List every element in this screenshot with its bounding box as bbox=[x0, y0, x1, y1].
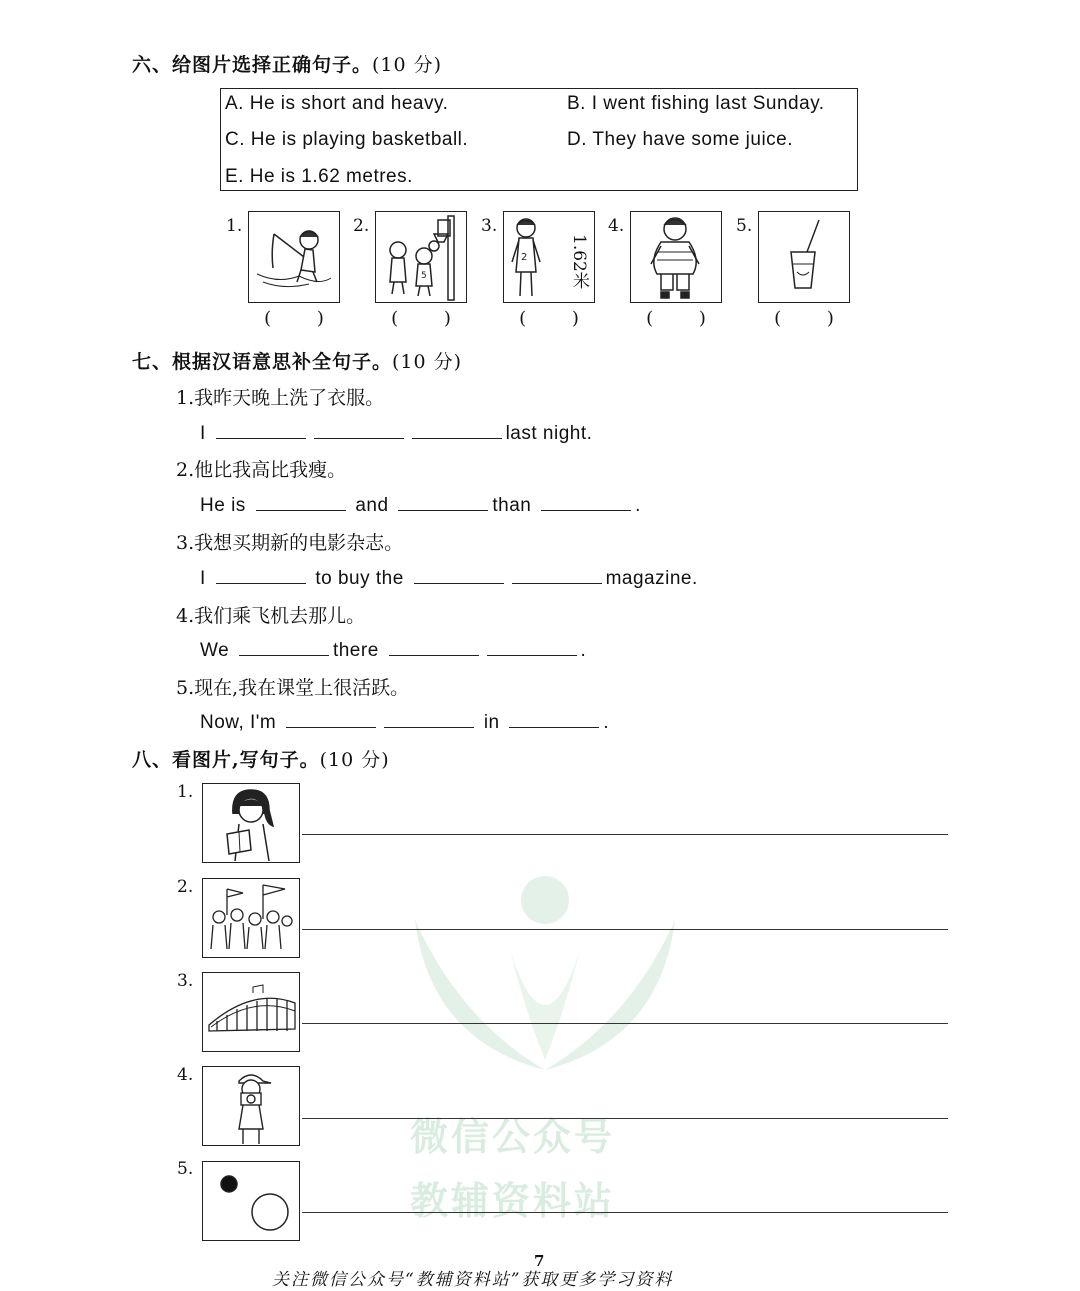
section6-title: 六、给图片选择正确句子。 bbox=[132, 54, 373, 76]
picture-4 bbox=[630, 211, 722, 303]
heavy-boy-icon bbox=[631, 212, 720, 301]
picture-number: 4. bbox=[608, 216, 625, 236]
writing-line-4[interactable] bbox=[302, 1118, 948, 1119]
fill-blank[interactable] bbox=[314, 420, 404, 439]
writing-line-1[interactable] bbox=[302, 834, 948, 835]
picture-number: 1. bbox=[226, 216, 243, 236]
juice-cup-icon bbox=[759, 212, 848, 301]
sentence-text: . bbox=[580, 640, 587, 661]
fill-blank[interactable] bbox=[216, 420, 306, 439]
sentence-3 bbox=[200, 565, 698, 590]
option-b: B. I went fishing last Sunday. bbox=[567, 93, 825, 114]
sun-moon-icon bbox=[203, 1162, 298, 1239]
fill-blank[interactable] bbox=[412, 420, 502, 439]
write-picture-5 bbox=[202, 1161, 300, 1241]
answer-paren-3[interactable]: ( ) bbox=[519, 308, 579, 329]
sentence-text: there bbox=[332, 640, 379, 661]
picture-2 bbox=[375, 211, 467, 303]
sentence-text: last night. bbox=[505, 423, 593, 444]
fill-blank[interactable] bbox=[541, 492, 631, 511]
write-picture-2 bbox=[202, 878, 300, 958]
watermark-logo-icon bbox=[400, 870, 690, 1100]
sentence-text: and bbox=[355, 495, 389, 516]
fill-blank[interactable] bbox=[512, 565, 602, 584]
write-picture-3 bbox=[202, 972, 300, 1052]
answer-paren-2[interactable]: ( ) bbox=[391, 308, 451, 329]
svg-text:2: 2 bbox=[521, 252, 528, 263]
writing-line-5[interactable] bbox=[302, 1212, 948, 1213]
section7-score: (10 分) bbox=[392, 351, 463, 373]
picture-number: 2. bbox=[353, 216, 370, 236]
fill-blank[interactable] bbox=[216, 565, 306, 584]
section7-heading bbox=[132, 347, 462, 374]
height-label: 1.62米 bbox=[569, 234, 589, 289]
sentence-text: than bbox=[492, 495, 532, 516]
option-e: E. He is 1.62 metres. bbox=[225, 166, 413, 187]
sentence-text: I bbox=[200, 423, 206, 444]
sentence-1 bbox=[200, 420, 592, 445]
sentence-text: . bbox=[603, 712, 610, 733]
chinese-prompt-5: 5.现在,我在课堂上很活跃。 bbox=[176, 677, 410, 699]
fill-blank[interactable] bbox=[256, 492, 346, 511]
watermark bbox=[400, 870, 690, 1230]
sentence-text: Now, I'm bbox=[200, 712, 277, 733]
section6-heading bbox=[132, 50, 442, 77]
picture-1 bbox=[248, 211, 340, 303]
picture-number: 3. bbox=[481, 216, 498, 236]
sentence-text: in bbox=[483, 712, 500, 733]
boy-camera-icon bbox=[203, 1067, 298, 1144]
option-a: A. He is short and heavy. bbox=[225, 93, 449, 114]
option-d: D. They have some juice. bbox=[567, 129, 794, 150]
sentence-text: . bbox=[635, 495, 641, 516]
section8-score: (10 分) bbox=[319, 749, 390, 771]
write-picture-1 bbox=[202, 783, 300, 863]
sentence-2 bbox=[200, 492, 641, 517]
fill-blank[interactable] bbox=[414, 565, 504, 584]
sentence-text: to buy the bbox=[315, 568, 404, 589]
fill-blank[interactable] bbox=[384, 709, 474, 728]
fill-blank[interactable] bbox=[398, 492, 488, 511]
sentence-4 bbox=[200, 637, 586, 662]
section8-heading bbox=[132, 745, 390, 772]
chinese-prompt-1: 1.我昨天晚上洗了衣服。 bbox=[176, 387, 385, 409]
chinese-prompt-3: 3.我想买期新的电影杂志。 bbox=[176, 532, 404, 554]
section6-score: (10 分) bbox=[372, 54, 443, 76]
item-number: 1. bbox=[177, 782, 194, 802]
option-c: C. He is playing basketball. bbox=[225, 129, 469, 150]
kids-basketball-icon bbox=[376, 212, 465, 301]
svg-text:5: 5 bbox=[421, 271, 427, 281]
picture-5 bbox=[758, 211, 850, 303]
write-picture-4 bbox=[202, 1066, 300, 1146]
fill-blank[interactable] bbox=[389, 637, 479, 656]
answer-paren-5[interactable]: ( ) bbox=[774, 308, 834, 329]
sentence-text: We bbox=[200, 640, 230, 661]
stadium-icon bbox=[203, 973, 298, 1050]
chinese-prompt-4: 4.我们乘飞机去那儿。 bbox=[176, 605, 366, 627]
crowd-flags-icon bbox=[203, 879, 298, 956]
picture-3 bbox=[503, 211, 595, 303]
sentence-text: He is bbox=[200, 495, 246, 516]
options-box bbox=[220, 88, 858, 191]
watermark-line1: 微信公众号 bbox=[410, 1115, 616, 1159]
answer-paren-1[interactable]: ( ) bbox=[264, 308, 324, 329]
sentence-5 bbox=[200, 709, 609, 734]
page-number: 7 bbox=[534, 1252, 545, 1270]
item-number: 4. bbox=[177, 1065, 194, 1085]
girl-reading-icon bbox=[203, 784, 298, 861]
section7-title: 七、根据汉语意思补全句子。 bbox=[132, 351, 393, 373]
item-number: 5. bbox=[177, 1159, 194, 1179]
fill-blank[interactable] bbox=[286, 709, 376, 728]
fill-blank[interactable] bbox=[509, 709, 599, 728]
fill-blank[interactable] bbox=[487, 637, 577, 656]
footer-text: 关注微信公众号“教辅资料站”获取更多学习资料 bbox=[272, 1270, 674, 1290]
watermark-line2: 教辅资料站 bbox=[410, 1179, 616, 1223]
fill-blank[interactable] bbox=[239, 637, 329, 656]
sentence-text: magazine. bbox=[605, 568, 698, 589]
section8-title: 八、看图片,写句子。 bbox=[132, 749, 320, 771]
writing-line-2[interactable] bbox=[302, 929, 948, 930]
picture-number: 5. bbox=[736, 216, 753, 236]
sentence-text: I bbox=[200, 568, 206, 589]
chinese-prompt-2: 2.他比我高比我瘦。 bbox=[176, 459, 347, 481]
item-number: 3. bbox=[177, 971, 194, 991]
writing-line-3[interactable] bbox=[302, 1023, 948, 1024]
boy-fishing-icon bbox=[249, 212, 338, 301]
item-number: 2. bbox=[177, 877, 194, 897]
answer-paren-4[interactable]: ( ) bbox=[646, 308, 706, 329]
